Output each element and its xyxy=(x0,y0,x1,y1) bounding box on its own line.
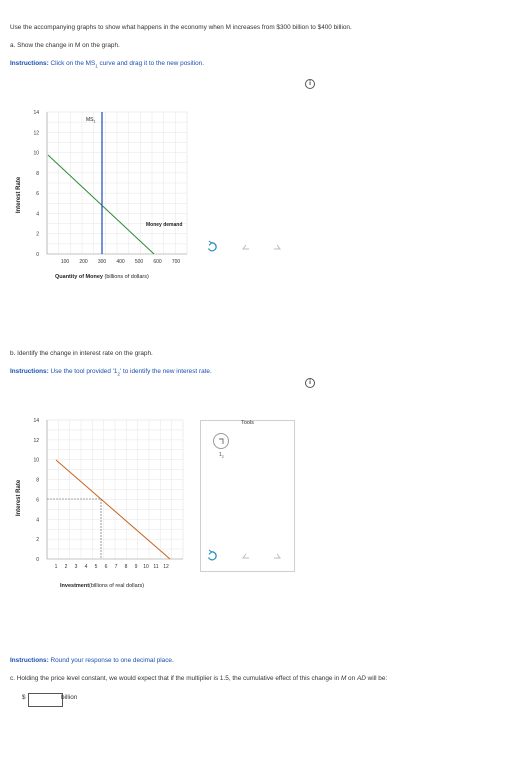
info-icon[interactable]: i xyxy=(305,378,315,388)
answer-input[interactable] xyxy=(28,693,63,707)
y-tick-label: 10 xyxy=(33,150,39,157)
money-market-graph xyxy=(0,100,524,290)
x-tick-label: 8 xyxy=(124,564,128,570)
unit-label: billion xyxy=(61,694,78,701)
part-b-instructions xyxy=(10,368,212,376)
graph1-xlabel-bold: Quantity of Money xyxy=(55,274,103,280)
x-tick-label: 400 xyxy=(116,259,125,265)
graph2-toolbar xyxy=(205,549,295,563)
graph1-y-ticks xyxy=(33,110,39,258)
x-tick-label: 1 xyxy=(54,564,58,570)
investment-graph xyxy=(0,405,200,595)
question-post: will be: xyxy=(365,675,388,682)
y-tick-label: 2 xyxy=(36,231,39,238)
part-c-instructions xyxy=(10,657,174,664)
graph1-ylabel: Interest Rate xyxy=(16,176,22,214)
x-tick-label: 600 xyxy=(153,259,162,265)
part-a-instructions xyxy=(10,60,204,68)
currency-symbol: $ xyxy=(22,694,26,701)
x-tick-label: 3 xyxy=(74,564,78,570)
graph2-xlabel-bold: Investment xyxy=(60,583,90,589)
part-c-question xyxy=(10,675,387,682)
y-tick-label: 8 xyxy=(36,477,39,484)
tool-label-sub: 2 xyxy=(221,455,224,459)
instructions-prefix: Instructions: xyxy=(10,60,49,67)
y-tick-label: 6 xyxy=(36,497,39,504)
undo-icon[interactable] xyxy=(209,550,217,560)
ms1-label[interactable] xyxy=(86,117,96,124)
y-tick-label: 6 xyxy=(36,191,39,198)
point-tool-icon[interactable] xyxy=(213,433,229,449)
question-pre: c. Holding the price level constant, we would expect that if the multiplier is 1.5, the cumulative effect of this change in xyxy=(10,675,341,682)
y-tick-label: 4 xyxy=(36,211,39,218)
point-tool-label xyxy=(219,452,224,459)
graph2-x-ticks xyxy=(55,564,169,570)
question-mid: on xyxy=(346,675,357,682)
x-tick-label: 500 xyxy=(134,259,144,265)
graph2-y-ticks xyxy=(33,418,39,563)
y-tick-label: 0 xyxy=(36,252,39,258)
instructions-sub: 1 xyxy=(95,63,98,69)
instructions-text: Round your response to one decimal place. xyxy=(48,657,174,664)
undo-icon[interactable] xyxy=(209,241,217,251)
graph1-toolbar xyxy=(205,240,295,254)
y-tick-label: 14 xyxy=(33,110,39,116)
x-tick-label: 200 xyxy=(79,259,88,265)
graph1-xlabel-rest: (billions of dollars) xyxy=(102,274,149,280)
instructions-tool: 1 xyxy=(113,368,118,375)
graph2-ylabel: Interest Rate xyxy=(16,479,22,517)
graph1-xlabel xyxy=(55,274,149,280)
x-tick-label: 6 xyxy=(104,564,108,570)
x-tick-label: 12 xyxy=(163,564,169,570)
x-tick-label: 300 xyxy=(97,259,107,265)
instructions-text: Click on the MS xyxy=(48,60,96,67)
x-tick-label: 7 xyxy=(114,564,118,570)
instructions-rest: ' to identify the new interest rate. xyxy=(119,368,212,375)
money-demand-label: Money demand xyxy=(146,222,183,228)
part-b-label: b. Identify the change in interest rate on the graph. xyxy=(10,350,153,357)
redo-icon[interactable] xyxy=(274,554,280,558)
x-tick-label: 10 xyxy=(143,564,149,570)
instructions-prefix: Instructions: xyxy=(10,657,49,664)
redo-icon[interactable] xyxy=(274,245,280,249)
tool-label-main: 1 xyxy=(219,452,222,458)
ms1-label-sub: 1 xyxy=(93,119,96,124)
y-tick-label: 14 xyxy=(33,418,39,424)
x-tick-label: 4 xyxy=(84,564,88,570)
tools-title: Tools xyxy=(241,420,254,426)
back-icon[interactable] xyxy=(243,245,249,249)
y-tick-label: 12 xyxy=(33,130,39,137)
back-icon[interactable] xyxy=(243,554,249,558)
graph2-xlabel-rest: (billions of real dollars) xyxy=(89,583,145,589)
instructions-text: Use the tool provided ' xyxy=(48,368,114,375)
graph2-xlabel xyxy=(60,583,144,589)
graph1-x-ticks xyxy=(61,259,181,265)
instructions-tool-sub: 2 xyxy=(117,371,120,377)
money-demand-curve xyxy=(48,155,154,254)
x-tick-label: 11 xyxy=(153,564,159,570)
question-m: M xyxy=(340,675,347,682)
x-tick-label: 700 xyxy=(171,259,181,265)
y-tick-label: 4 xyxy=(36,517,39,524)
graph2-grid xyxy=(47,420,183,559)
y-tick-label: 2 xyxy=(36,537,39,544)
y-tick-label: 8 xyxy=(36,170,39,177)
question-ad: AD xyxy=(356,675,366,682)
x-tick-label: 100 xyxy=(60,259,70,265)
ms1-label-main: MS xyxy=(86,117,94,123)
part-a-label: a. Show the change in M on the graph. xyxy=(10,42,120,49)
question-text: Use the accompanying graphs to show what happens in the economy when M increases from $300 billion to $400 billion. xyxy=(10,24,352,31)
x-tick-label: 9 xyxy=(134,564,138,570)
graph1-grid xyxy=(47,112,187,254)
y-tick-label: 10 xyxy=(33,457,39,464)
y-tick-label: 0 xyxy=(36,557,39,563)
instructions-rest: curve and drag it to the new position. xyxy=(97,60,204,67)
y-tick-label: 12 xyxy=(33,437,39,444)
instructions-prefix: Instructions: xyxy=(10,368,49,375)
x-tick-label: 5 xyxy=(94,564,98,570)
info-icon[interactable]: i xyxy=(305,79,315,89)
x-tick-label: 2 xyxy=(64,564,68,570)
